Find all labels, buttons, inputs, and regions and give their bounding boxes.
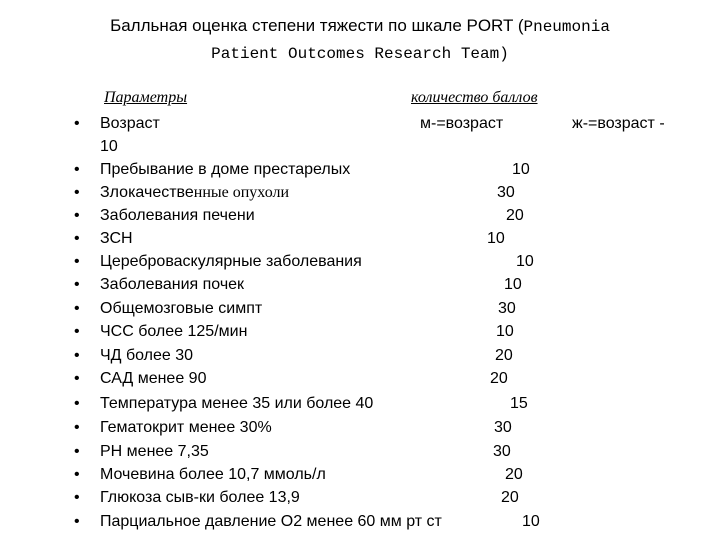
item-label-text: Температура менее 35 или более 40 [100, 395, 374, 412]
item-score: 10 [504, 276, 522, 293]
bullet: • [74, 347, 80, 364]
item-score: 10 [496, 323, 514, 340]
list-item [0, 158, 720, 181]
slide-title [0, 12, 720, 68]
age-cont: 10 [100, 138, 118, 155]
item-score: 20 [505, 466, 523, 483]
item-label [100, 344, 193, 367]
item-label [100, 510, 442, 533]
item-label [100, 158, 350, 181]
bullet: • [74, 323, 80, 340]
item-score: 15 [510, 395, 528, 412]
item-score: 30 [497, 184, 515, 201]
age-label: Возраст [100, 115, 160, 132]
list-item [0, 250, 720, 273]
item-score: 20 [495, 347, 513, 364]
item-score: 30 [498, 300, 516, 317]
item-label-text: САД менее 90 [100, 370, 207, 387]
item-score: 20 [490, 370, 508, 387]
title-line-2: Patient Outcomes Research Team) [211, 45, 509, 63]
item-label [100, 250, 362, 273]
title-pneumonia: Pneumonia [523, 18, 610, 36]
bullet: • [74, 115, 80, 132]
age-female: ж-=возраст - [572, 115, 665, 132]
item-label [100, 273, 244, 296]
item-label [100, 486, 300, 509]
item-label [100, 392, 373, 415]
item-label-text: Общемозговые симпт [100, 300, 263, 317]
list-item [0, 510, 720, 533]
item-label [100, 204, 255, 227]
item-label-text: РН менее 7,35 [100, 443, 209, 460]
age-row-continued [0, 135, 720, 158]
bullet: • [74, 489, 80, 506]
bullet: • [74, 276, 80, 293]
title-line-1: Балльная оценка степени тяжести по шкале PORT (Pneumonia [110, 16, 610, 36]
header-score: количество баллов [411, 89, 538, 106]
item-label-text: Пребывание в доме престарелых [100, 161, 351, 178]
item-label-text-serif: нные опухоли [193, 184, 290, 201]
bullet: • [74, 253, 80, 270]
bullet: • [74, 207, 80, 224]
item-label [100, 227, 133, 250]
header-params: Параметры [104, 89, 188, 106]
item-score: 10 [522, 513, 540, 530]
bullet: • [74, 230, 80, 247]
bullet: • [74, 466, 80, 483]
item-label-text: ЗСН [100, 230, 133, 247]
item-label [100, 367, 206, 390]
list-item [0, 367, 720, 390]
item-label-text: Заболевания почек [100, 276, 245, 293]
bullet: • [74, 300, 80, 317]
item-label-text: Цереброваскулярные заболевания [100, 253, 362, 270]
list-item [0, 486, 720, 509]
item-score: 10 [487, 230, 505, 247]
bullet: • [74, 419, 80, 436]
item-label-text: Глюкоза сыв-ки более 13,9 [100, 489, 300, 506]
item-score: 30 [493, 443, 511, 460]
item-label-text: Мочевина более 10,7 ммоль/л [100, 466, 326, 483]
list-item [0, 392, 720, 415]
list-item [0, 204, 720, 227]
item-label-text: ЧД более 30 [100, 347, 194, 364]
item-label [100, 463, 326, 486]
list-item [0, 344, 720, 367]
item-score: 20 [501, 489, 519, 506]
item-label-text: Злокачестве [100, 184, 194, 201]
bullet: • [74, 513, 80, 530]
item-label-text: Гематокрит менее 30% [100, 419, 272, 436]
item-label-text: ЧСС более 125/мин [100, 323, 248, 340]
item-label [100, 181, 289, 204]
list-item [0, 227, 720, 250]
list-item [0, 320, 720, 343]
item-score: 20 [506, 207, 524, 224]
age-male: м-=возраст [420, 115, 504, 132]
list-item [0, 181, 720, 204]
list-item [0, 273, 720, 296]
age-row [0, 112, 720, 135]
bullet: • [74, 184, 80, 201]
bullet: • [74, 161, 80, 178]
item-score: 10 [512, 161, 530, 178]
bullet: • [74, 370, 80, 387]
bullet: • [74, 443, 80, 460]
item-score: 30 [494, 419, 512, 436]
item-label-text: Заболевания печени [100, 207, 255, 224]
item-label [100, 320, 247, 343]
item-label [100, 440, 209, 463]
item-label [100, 416, 272, 439]
bullet: • [74, 395, 80, 412]
list-item [0, 463, 720, 486]
item-label-text: Парциальное давление О2 менее 60 мм рт ст [100, 513, 442, 530]
list-item [0, 416, 720, 439]
item-score: 10 [516, 253, 534, 270]
list-item [0, 297, 720, 320]
item-label [100, 297, 262, 320]
list-item [0, 440, 720, 463]
